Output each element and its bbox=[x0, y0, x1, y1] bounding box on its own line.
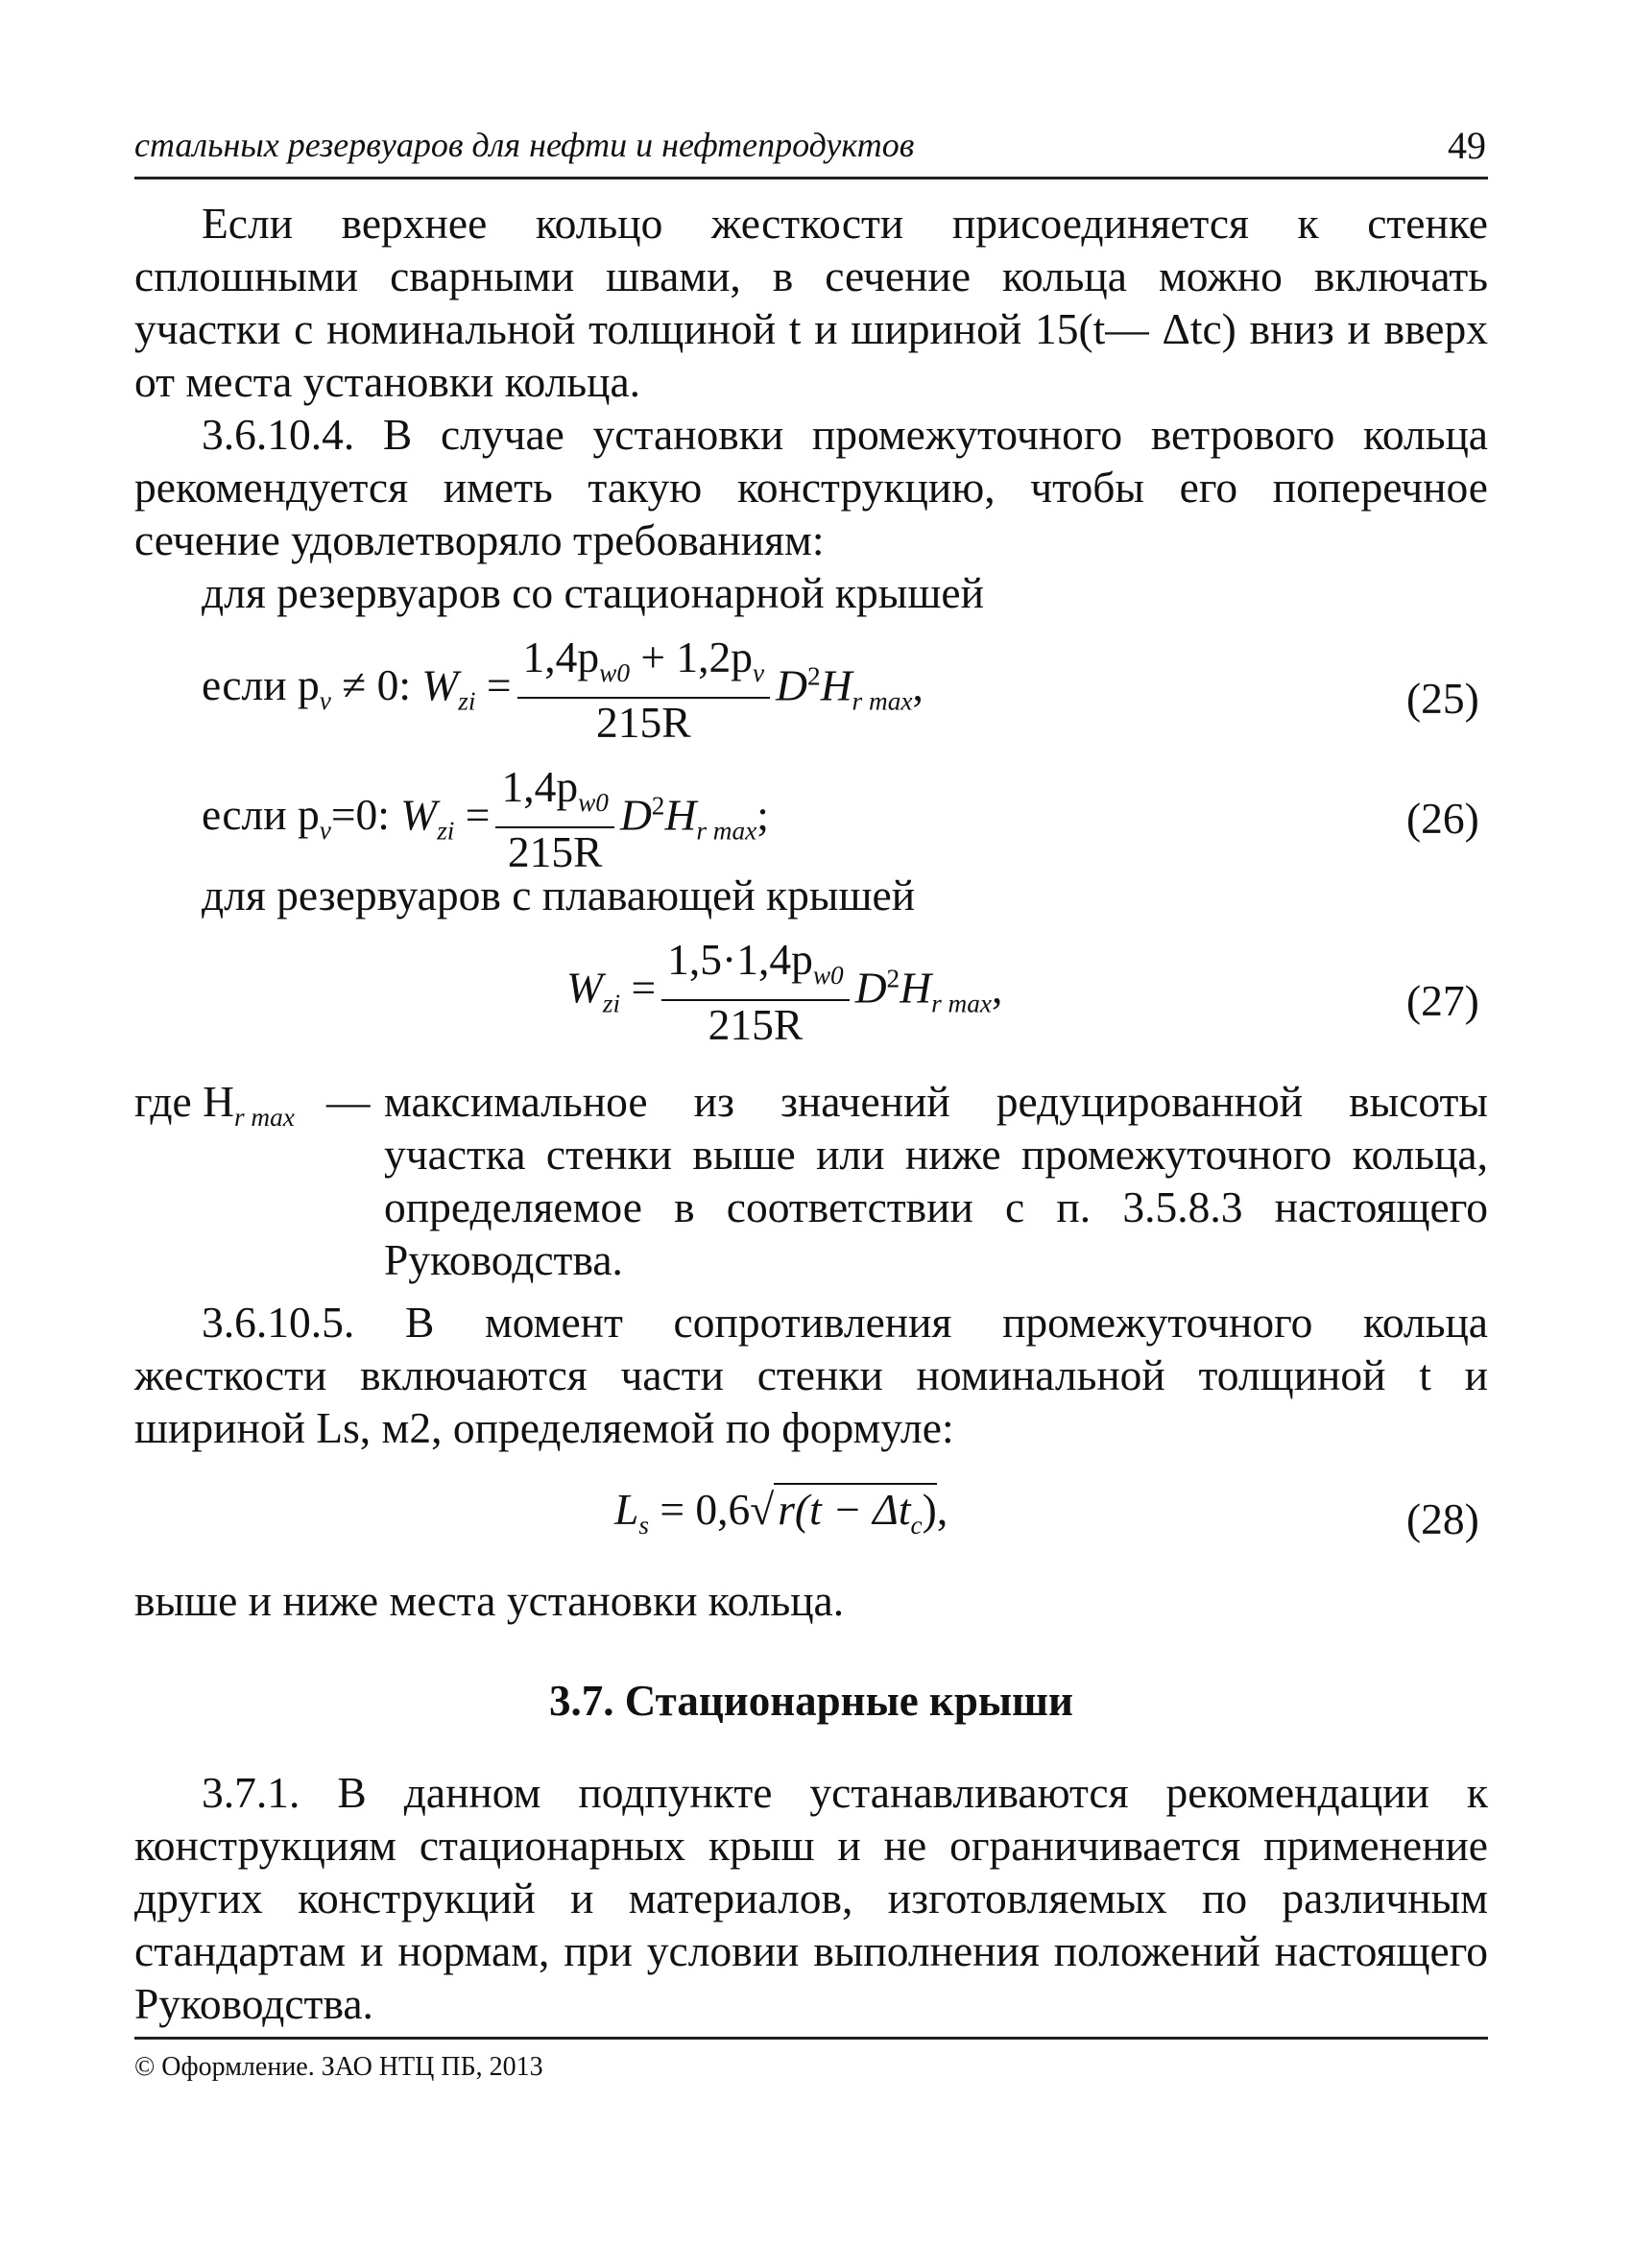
eq26-fraction: $\frac{1,4p_{w0}}{215R}$ bbox=[495, 763, 613, 876]
page-number: 49 bbox=[1448, 124, 1486, 167]
footer-copyright: © Оформление. ЗАО НТЦ ПБ, 2013 bbox=[134, 2052, 543, 2082]
label-fixed-roof: для резервуаров со стационарной крышей bbox=[202, 568, 984, 617]
eq25-fraction: $\frac{1,4p_{w0} + 1,2p_v}{215R}$ bbox=[517, 633, 771, 747]
paragraph-3-6-10-4: 3.6.10.4. В случае установки промежуточного ветрового кольца рекомендуется иметь такую конструкцию, чтобы его поперечное сечение удовлетворяло требованиям: bbox=[134, 410, 1488, 564]
where-dash: — bbox=[326, 1077, 371, 1126]
paragraph-3-6-10-5: 3.6.10.5. В момент сопротивления промежуточного кольца жесткости включаются части стенки номинальной толщиной t и шириной Ls, м2, определяемой по формуле: bbox=[134, 1298, 1488, 1452]
where-definition: максимальное из значений редуцированной высоты участка стенки выше или ниже промежуточного кольца, определяемое в соответствии с п. 3.5.8.3 настоящего Руководства. bbox=[384, 1077, 1488, 1284]
equation-27-number: (27) bbox=[1406, 976, 1479, 1025]
equation-26: если $p_v=0$: $W_{zi}$ = $\frac{1,4p_{w0}}{215R}$ $D^2H_{r max}$; bbox=[202, 762, 769, 877]
equation-27: $W_{zi}$ = $\frac{1,5\cdot 1,4p_{w0}}{215R}$ $D^2H_{r max}$, bbox=[566, 935, 1003, 1050]
equation-25-number: (25) bbox=[1406, 674, 1479, 723]
paragraph-top-ring: Если верхнее кольцо жесткости присоединяется к стенке сплошными сварными швами, в сечение кольца можно включать участки с номинальной толщиной t и шириной 15(t— Δtc) вниз и вверх от места установки кольца. bbox=[134, 199, 1488, 406]
paragraph-ring-location: выше и ниже места установки кольца. bbox=[134, 1576, 845, 1625]
footer-rule bbox=[134, 2037, 1488, 2040]
section-heading: 3.7. Стационарные крыши bbox=[549, 1677, 1073, 1725]
equation-26-number: (26) bbox=[1406, 794, 1479, 843]
label-floating-roof: для резервуаров с плавающей крышей bbox=[202, 871, 916, 919]
equation-28: $L_s = 0,6√r(t - \Delta t_c)$, bbox=[614, 1485, 948, 1540]
equation-28-number: (28) bbox=[1406, 1494, 1479, 1543]
eq25-condition: если $p_v \ne 0$: bbox=[202, 660, 422, 716]
where-term: где $H_{r max}$ bbox=[134, 1077, 295, 1133]
eq27-fraction: $\frac{1,5\cdot 1,4p_{w0}}{215R}$ bbox=[661, 936, 850, 1049]
page-header bbox=[134, 117, 1488, 179]
running-title: стальных резервуаров для нефти и нефтепродуктов bbox=[134, 126, 915, 164]
paragraph-3-7-1: 3.7.1. В данном подпункте устанавливаются рекомендации к конструкциям стационарных крыш и не ограничивается применение других конструкций и материалов, изготовляемых по различным стандартам и нормам, при условии выполнения положений настоящего Руководства. bbox=[134, 1768, 1488, 2028]
equation-25: если $p_v \ne 0$: $W_{zi}$ = $\frac{1,4p_{w0} + 1,2p_v}{215R}$ $D^2H_{r max}$, bbox=[202, 633, 924, 748]
